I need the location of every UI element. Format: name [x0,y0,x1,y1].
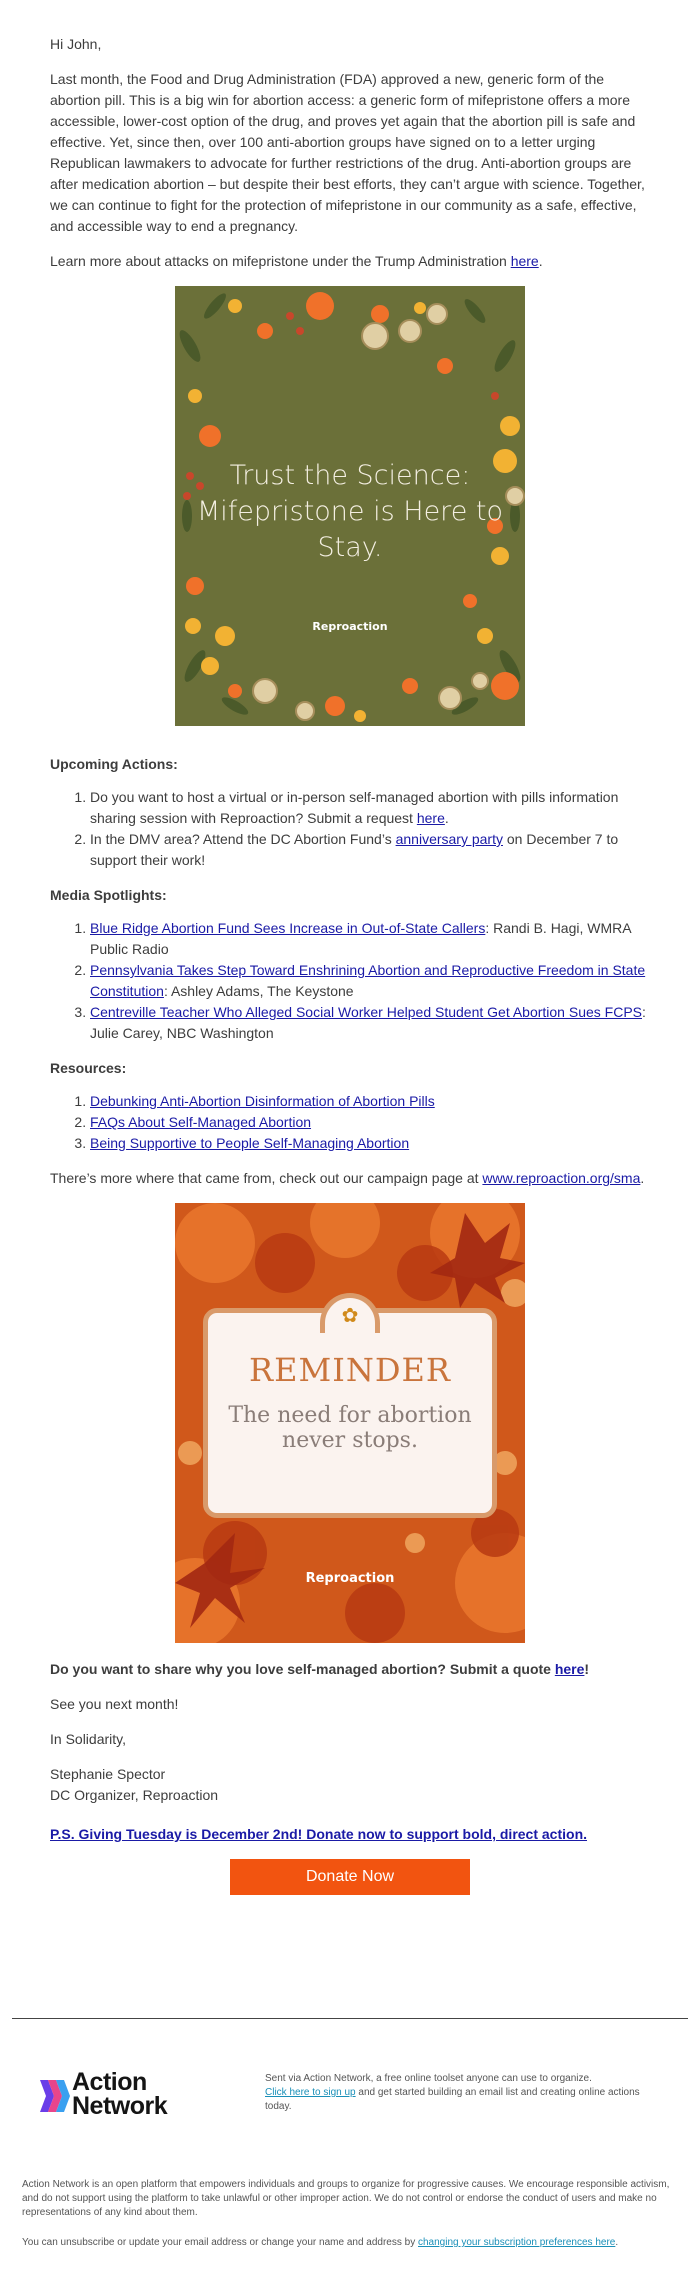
list-item-text: Do you want to host a virtual or in-person self-managed abortion with pills information sharing session with Reproaction? Submit a request [90,789,619,826]
giving-tuesday-link[interactable]: P.S. Giving Tuesday is December 2nd! Donate now to support bold, direct action. [50,1826,588,1842]
signer-name: Stephanie Spector [50,1766,166,1782]
signature [50,1764,650,1806]
media-source: : Ashley Adams, The Keystone [163,983,354,999]
list-item [90,787,650,829]
list-item [90,960,650,1002]
media-link-centreville[interactable]: Centreville Teacher Who Alleged Social Worker Helped Student Get Abortion Sues FCPS [90,1004,642,1020]
signup-after: and get started building an email list and creating online actions today. [265,2087,640,2112]
action-network-logo[interactable] [38,2070,198,2122]
footer-sent-via [265,2072,665,2114]
list-item [90,1091,650,1112]
signer-title: DC Organizer, Reproaction [50,1787,219,1803]
footer-disclaimer: Action Network is an open platform that empowers individuals and groups to organize for progressive causes. We encourage responsible activism, and do not support using the platform to take unlawful or other improper action. We do not control or endorse the conduct of users and make no representations of any kind about them. [22,2179,670,2218]
learn-more-paragraph [50,251,650,272]
quote-text: Do you want to share why you love self-managed abortion? Submit a quote [50,1661,555,1677]
reminder-body: The need for abortion never stops. [228,1403,472,1453]
unsub-after: . [615,2237,619,2248]
media-source: : Randi B. Hagi, WMRA Public Radio [90,920,631,957]
resources-list [50,1091,650,1154]
leaf-icon: ✿ [341,1305,359,1327]
upcoming-actions-list [50,787,650,871]
media-spotlights-list [50,918,650,1044]
upcoming-actions-heading: Upcoming Actions: [50,756,178,772]
media-source: : Julie Carey, NBC Washington [90,1004,646,1041]
list-item [90,918,650,960]
ps-paragraph [50,1824,650,1845]
media-link-blue-ridge[interactable]: Blue Ridge Abortion Fund Sees Increase in Out-of-State Callers [90,920,486,936]
list-item [90,1112,650,1133]
signup-link[interactable]: Click here to sign up [265,2087,356,2098]
submit-quote-link[interactable]: here [554,1661,585,1677]
mifepristone-poster[interactable] [175,286,525,726]
footer-divider [12,2018,688,2019]
resources-heading: Resources: [50,1060,127,1076]
campaign-after: . [640,1170,645,1186]
reproaction-logo: Reproaction [305,1571,395,1586]
request-session-link[interactable]: here [416,810,445,826]
quote-paragraph [50,1659,650,1680]
anniversary-party-link[interactable]: anniversary party [395,831,503,847]
campaign-text: There’s more where that came from, check out our campaign page at [50,1170,483,1186]
campaign-paragraph [50,1168,650,1189]
media-link-pennsylvania[interactable]: Pennsylvania Takes Step Toward Enshrining Abortion and Reproductive Freedom in State Constitution [90,962,646,999]
resource-link-faqs[interactable]: FAQs About Self-Managed Abortion [90,1114,312,1130]
reproaction-logo: Reproaction [312,620,388,633]
poster-reminder [175,1203,525,1643]
list-item-after: . [444,810,449,826]
action-network-wordmark [72,2070,167,2118]
greeting: Hi John, [50,36,102,52]
reminder-title: REMINDER [249,1351,451,1389]
signoff: In Solidarity, [50,1731,126,1747]
logo-line-1: Action [72,2068,147,2096]
email-body [50,34,650,1895]
list-item [90,1002,650,1044]
reminder-poster[interactable] [175,1203,525,1643]
subscription-preferences-link[interactable]: changing your subscription preferences here [418,2237,616,2248]
learn-more-after: . [538,253,543,269]
list-item-after: on December 7 to support their work! [90,831,619,868]
list-item [90,1133,650,1154]
resource-link-supportive[interactable]: Being Supportive to People Self-Managing Abortion [90,1135,410,1151]
list-item-text: In the DMV area? Attend the DC Abortion Fund’s [90,831,396,847]
donate-now-button[interactable]: Donate Now [230,1859,470,1895]
poster-trust-science [175,286,525,726]
unsub-text: You can unsubscribe or update your email address or change your name and address by [22,2237,418,2248]
footer-unsubscribe [22,2236,678,2250]
intro-paragraph: Last month, the Food and Drug Administration (FDA) approved a new, generic form of the abortion pill. This is a big win for abortion access: a generic form of mifepristone offers a more accessible, lower-cost option of the drug, and proves yet again that the abortion pill is safe and effective. Yet, since then, over 100 anti-abortion groups have signed on to a letter urging Republican lawmakers to advocate for further restrictions of the drug. Anti-abortion groups are after medication abortion – but despite their best efforts, they can’t argue with science. Together, we can continue to fight for the protection of mifepristone in our community as a safe, effective, and accessible way to end a pregnancy. [50,71,645,234]
sent-text: Sent via Action Network, a free online toolset anyone can use to organize. [265,2073,592,2084]
learn-more-link[interactable]: here [510,253,539,269]
campaign-page-link[interactable]: www.reproaction.org/sma [482,1170,641,1186]
closing-line: See you next month! [50,1696,179,1712]
poster-title: Trust the Science: Mifepristone is Here to Stay. [196,460,503,563]
logo-line-2: Network [72,2092,168,2120]
quote-after: ! [584,1661,590,1677]
learn-more-text: Learn more about attacks on mifepristone under the Trump Administration [50,253,511,269]
list-item [90,829,650,871]
media-spotlights-heading: Media Spotlights: [50,887,167,903]
resource-link-debunking[interactable]: Debunking Anti-Abortion Disinformation of Abortion Pills [90,1093,435,1109]
action-network-mark-icon [38,2070,72,2118]
